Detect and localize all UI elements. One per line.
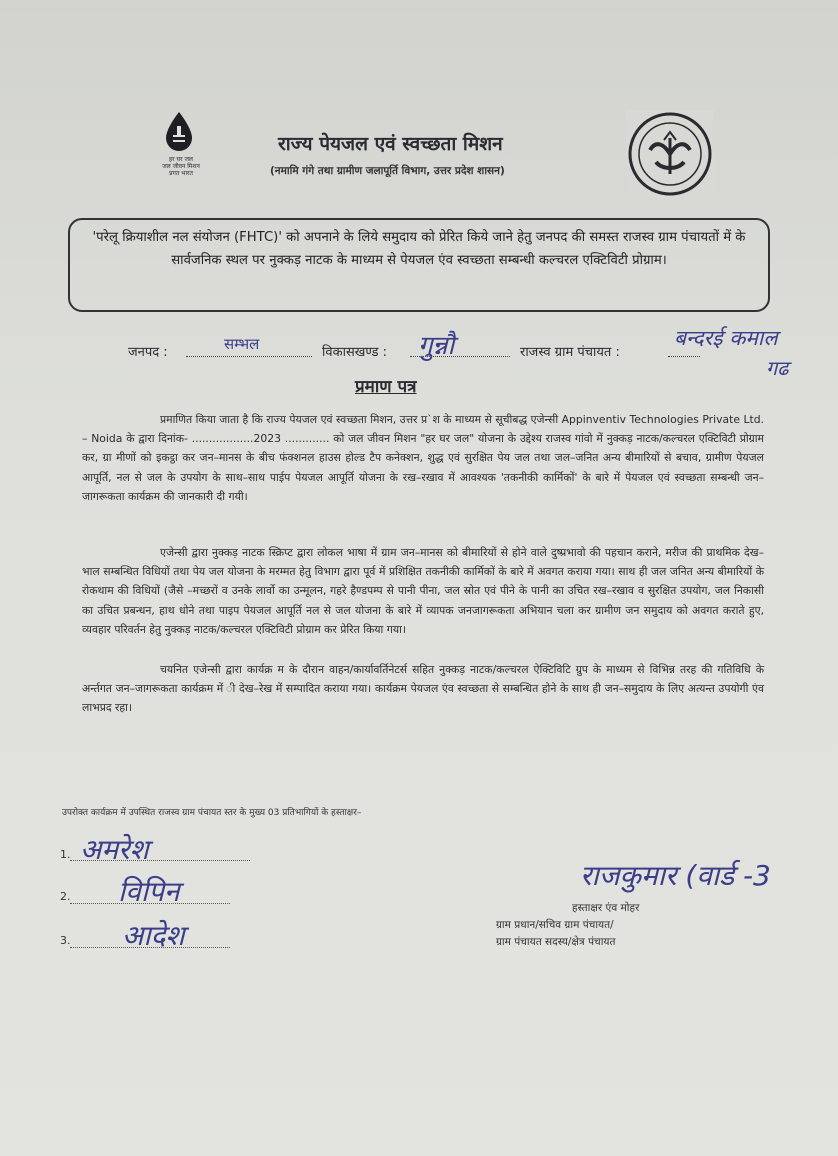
page-subtitle: (नमामि गंगे तथा ग्रामीण जलापूर्ति विभाग, उत्तर प्रदेश शासन) <box>270 165 505 177</box>
designation-line: ग्राम पंचायत सदस्य/क्षेत्र पंचायत <box>496 936 616 948</box>
vikaskhand-value: गुन्नौ <box>418 331 455 361</box>
janpad-label: जनपद : <box>128 345 168 360</box>
signature-number: 1. <box>60 848 71 861</box>
gram-panchayat-value-line2: गढ <box>766 356 789 380</box>
vikaskhand-label: विकासखण्ड : <box>322 345 388 360</box>
gram-panchayat-label: राजस्व ग्राम पंचायत : <box>520 345 620 360</box>
participants-note: उपरोक्त कार्यक्रम में उपस्थित राजस्व ग्राम पंचायत स्तर के मुख्य 03 प्रतिभागियों के हस्ताक्षर– <box>62 808 362 818</box>
certificate-paragraph-1: प्रमाणित किया जाता है कि राज्य पेयजल एवं स्वच्छता मिशन, उत्तर प्र`श के माध्यम से सूचीबद्ध एजेन्सी Appinventiv Technologies Private Ltd. – Noida के द्वारा दिनांक- ..................2023 ............. को जल जीवन मिशन "हर घर जल" योजना के उद्देश्य राजस्व गांवो में नुक्कड़ नाटक/कल्चरल एक्टिविटी प्रोग्राम कर, ग्रा मीणों को इकट्ठा कर जन–मानस के बीच फंक्शनल हाउस होल्ड टैप कनेक्शन, शुद्ध एवं सुरक्षित पेय जल तथा जल–जनित अन्य बीमारियों से बचाव, ग्रामीण पेयजल आपूर्ति, नल से जल के उपयोग के साथ–साथ पाईप पेयजल आपूर्ति योजना के रख–रखाव में आवश्यक 'तकनीकी कार्मिकों' के बारे में पेयजल एवं स्वच्छता सम्बन्धी जन–जागरूकता कार्यक्रम की जानकारी दी गयी। <box>82 413 764 503</box>
signature-participant-1: अमरेश <box>80 833 149 866</box>
logo-caption: हर घर जल जल जीवन मिशन प्रगत भारत <box>162 156 200 177</box>
water-drop-icon <box>164 112 194 154</box>
designation-line: ग्राम प्रधान/सचिव ग्राम पंचायत/ <box>496 919 614 931</box>
certificate-title: प्रमाण पत्र <box>355 377 417 397</box>
programme-notice-box: 'परेलू क्रियाशील नल संयोजन (FHTC)' को अपनाने के लिये समुदाय को प्रेरित किये जाने हेतु जनपद की समस्त राजस्व ग्राम पंचायतों में के सार्वजनिक स्थल पर नुक्कड़ नाटक के माध्यम से पेयजल एंव स्वच्छता सम्बन्धी कल्चरल एक्टिविटी प्रोग्राम। <box>68 218 770 312</box>
official-stamp-block <box>496 900 639 951</box>
page-title: राज्य पेयजल एवं स्वच्छता मिशन <box>278 133 503 155</box>
certificate-paragraph-2: एजेन्सी द्वारा नुक्कड़ नाटक स्क्रिप्ट द्वारा लोकल भाषा में ग्राम जन–मानस को बीमारियों से होने वाले दुष्प्रभावो की पहचान कराने, मरीज की प्राथमिक देख–भाल सम्बन्धित विधियों तथा पेय जल योजना के मरम्मत हेतु विभाग द्वारा पूर्व में प्रशिक्षित तकनीकी कार्मिकों के बारे में अवगत कराया गया। साथ ही जल जनित अन्य बीमारियों के रोकथाम की विधियों (जैसे –मच्छरों व उनके लार्वो का उन्मूलन, गहरे हैण्डपम्प से पानी पीना, जल स्रोत एवं पीने के पानी का उचित रख–रखाव व सुरक्षित उपयोग, जल निकासी का उचित प्रबन्धन, हाथ धोने तथा पाइप पेयजल आपूर्ति नल से जल योजना के बारे में व्यापक जनजागरूकता अभियान चला कर ग्रामीण जन समुदाय को अवगत कराते हुए, व्यवहार परिवर्तन हेतु नुक्कड़ नाटक/कल्चरल एक्टिविटी प्रोग्राम कर प्रेरित किया गया। <box>82 546 764 636</box>
signature-stamp-label: हस्ताक्षर एंव मोहर <box>572 902 640 914</box>
har-ghar-jal-logo <box>150 112 212 190</box>
location-fields <box>128 326 828 380</box>
official-signature: राजकुमार (वार्ड -3 <box>580 859 771 892</box>
gram-panchayat-value: बन्दरई कमाल <box>674 326 778 350</box>
signature-number: 3. <box>60 934 71 947</box>
janpad-value: सम्भल <box>224 335 260 353</box>
signature-participant-3: आदेश <box>122 919 185 952</box>
certificate-paragraph-3: चयनित एजेन्सी द्वारा कार्यक्र म के दौरान वाहन/कार्यावर्तिनेटर्स सहित नुक्कड़ नाटक/कल्चरल ऐक्टिविटि ग्रुप के माध्यम से विभिन्न तरह की गतिविधि के अर्न्तगत जन–जागरूकता कार्यक्रम में ी देख–रेख में सम्पादित कराया गया। कार्यक्रम पेयजल एंव स्वच्छता से सम्बन्धित होने के साथ ही जन–समुदाय के लिए अत्यन्त उपयोगी एंव लाभप्रद रहा। <box>82 663 764 715</box>
signature-number: 2. <box>60 890 71 903</box>
uttar-pradesh-seal-icon <box>626 110 714 198</box>
signature-participant-2: विपिन <box>118 875 180 908</box>
